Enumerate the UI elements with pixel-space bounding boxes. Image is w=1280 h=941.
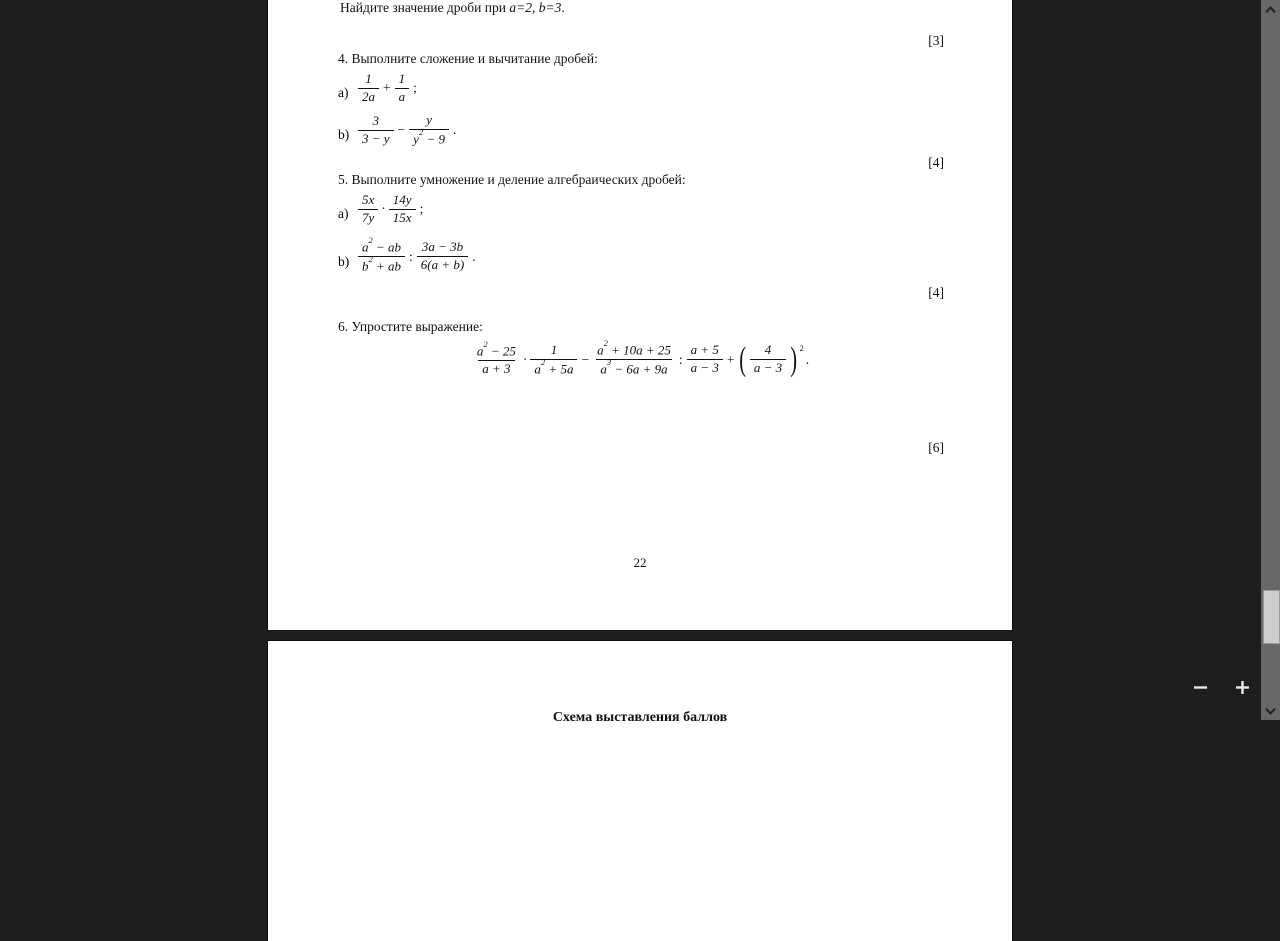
trailing-punctuation: ; — [420, 201, 424, 217]
denominator: a + 3 — [478, 360, 514, 377]
scroll-up-button[interactable] — [1261, 0, 1280, 19]
chevron-up-icon — [1265, 6, 1276, 14]
page-number: 22 — [268, 555, 1012, 571]
numerator: 3 — [369, 114, 384, 130]
trailing-punctuation: . — [453, 122, 456, 138]
operator-minus: − — [581, 352, 589, 368]
denominator — [409, 129, 449, 147]
document-page-22 — [268, 0, 1012, 630]
squared-parenthesis-group — [737, 343, 804, 376]
trailing-punctuation: . — [472, 249, 475, 265]
scrollbar-thumb[interactable] — [1263, 590, 1280, 644]
mark-q4: [4] — [928, 155, 944, 171]
fraction-4-over-a-minus-3 — [750, 343, 786, 376]
q4-item-b-label: b) — [338, 127, 349, 143]
den-tail: + ab — [373, 259, 401, 274]
fraction-y-over-y-squared-minus-9 — [409, 113, 449, 147]
intro-suffix: . — [561, 0, 564, 15]
minus-icon — [1193, 680, 1208, 695]
q4-item-a-label: a) — [338, 85, 349, 101]
q4-item-a-expression — [356, 72, 417, 105]
num-base: a — [597, 342, 604, 357]
fraction-3-over-3-minus-y — [358, 114, 394, 147]
denominator: a − 3 — [687, 359, 723, 376]
exponent: 2 — [369, 235, 373, 245]
num-tail: − 25 — [488, 343, 516, 358]
denominator: a − 3 — [750, 359, 786, 376]
fraction-a2-minus-ab-over-b2-plus-ab — [358, 239, 405, 275]
document-page-next — [268, 641, 1012, 941]
exponent: 2 — [799, 343, 803, 353]
question-4-heading: 4. Выполните сложение и вычитание дробей: — [338, 51, 598, 68]
den-tail: − 9 — [423, 131, 445, 146]
mark-q5: [4] — [928, 285, 944, 301]
numerator: 1 — [361, 72, 376, 88]
q5-item-b-expression — [356, 239, 476, 275]
fraction-3a-minus-3b-over-6-a-plus-b — [417, 240, 468, 273]
q5-item-a-expression — [356, 193, 423, 226]
left-paren-glyph: ( — [739, 347, 746, 374]
numerator: y — [422, 113, 436, 129]
plus-icon — [1235, 680, 1250, 695]
denominator — [530, 359, 577, 377]
q6-expression — [268, 342, 1012, 378]
denominator: 6(a + b) — [417, 256, 468, 273]
operator-divide: : — [409, 249, 413, 265]
num-tail: + 10a + 25 — [608, 342, 671, 357]
fraction-a-plus-5-over-a-minus-3 — [687, 343, 723, 376]
den-base: a — [600, 362, 607, 377]
numerator: 1 — [547, 343, 562, 359]
exponent: 2 — [419, 127, 423, 137]
q4-item-b-expression — [356, 113, 456, 147]
operator-divide: : — [679, 352, 683, 368]
exponent: 3 — [607, 357, 611, 367]
zoom-controls[interactable] — [1189, 676, 1253, 698]
denominator: 7y — [358, 209, 378, 226]
den-base: a — [534, 361, 541, 376]
scroll-down-button[interactable] — [1261, 701, 1280, 720]
den-base: y — [413, 131, 419, 146]
q5-item-a-label: a) — [338, 206, 349, 222]
exponent: 2 — [369, 254, 373, 264]
fraction-a2-plus-10a-plus-25-over-a3-minus-6a-plus-9a — [593, 342, 675, 378]
operator-multiply: · — [381, 201, 386, 217]
num-base: a — [477, 343, 484, 358]
num-tail: − ab — [373, 239, 401, 254]
numerator — [593, 342, 675, 359]
fraction-1-over-a — [395, 72, 410, 105]
numerator: a + 5 — [687, 343, 723, 359]
den-tail: − 6a + 9a — [611, 362, 668, 377]
operator-minus: − — [398, 122, 406, 138]
fraction-14y-over-15x — [389, 193, 416, 226]
chevron-down-icon — [1265, 707, 1276, 715]
intro-values: a=2, b=3 — [509, 0, 561, 15]
den-tail: + 5a — [545, 361, 573, 376]
denominator — [596, 359, 671, 377]
fraction-1-over-2a — [358, 72, 379, 105]
vertical-scrollbar[interactable] — [1261, 0, 1280, 720]
mark-q6: [6] — [928, 440, 944, 456]
intro-line — [340, 0, 565, 17]
exponent: 2 — [604, 338, 608, 348]
zoom-in-button[interactable] — [1231, 676, 1253, 698]
denominator — [358, 256, 405, 274]
next-page-title: Схема выставления баллов — [268, 710, 1012, 726]
trailing-punctuation: ; — [413, 80, 417, 96]
q5-item-b-label: b) — [338, 254, 349, 270]
fraction-5x-over-7y — [358, 193, 378, 226]
right-paren-glyph: ) — [790, 347, 797, 374]
denominator: 15x — [389, 209, 416, 226]
numerator: 14y — [389, 193, 416, 209]
numerator: 3a − 3b — [418, 240, 467, 256]
exponent: 2 — [483, 339, 487, 349]
fraction-a2-minus-25-over-a-plus-3 — [473, 343, 520, 377]
question-6-heading: 6. Упростите выражение: — [338, 319, 483, 336]
fraction-1-over-a2-plus-5a — [530, 343, 577, 377]
numerator: 1 — [395, 72, 410, 88]
mark-q3: [3] — [928, 33, 944, 49]
denominator: a — [395, 88, 410, 105]
numerator: 4 — [761, 343, 776, 359]
question-5-heading: 5. Выполните умножение и деление алгебраических дробей: — [338, 172, 686, 189]
numerator: 5x — [358, 193, 378, 209]
denominator: 3 − y — [358, 130, 394, 147]
exponent: 2 — [541, 357, 545, 367]
intro-prefix: Найдите значение дроби при — [340, 0, 509, 15]
trailing-punctuation: . — [806, 352, 809, 368]
numerator — [473, 343, 520, 360]
num-base: a — [362, 239, 369, 254]
denominator: 2a — [358, 88, 379, 105]
zoom-out-button[interactable] — [1189, 676, 1211, 698]
operator-multiply: · — [523, 352, 528, 368]
operator-plus: + — [727, 352, 735, 368]
operator-plus: + — [383, 80, 391, 96]
den-base: b — [362, 259, 369, 274]
numerator — [358, 239, 405, 256]
